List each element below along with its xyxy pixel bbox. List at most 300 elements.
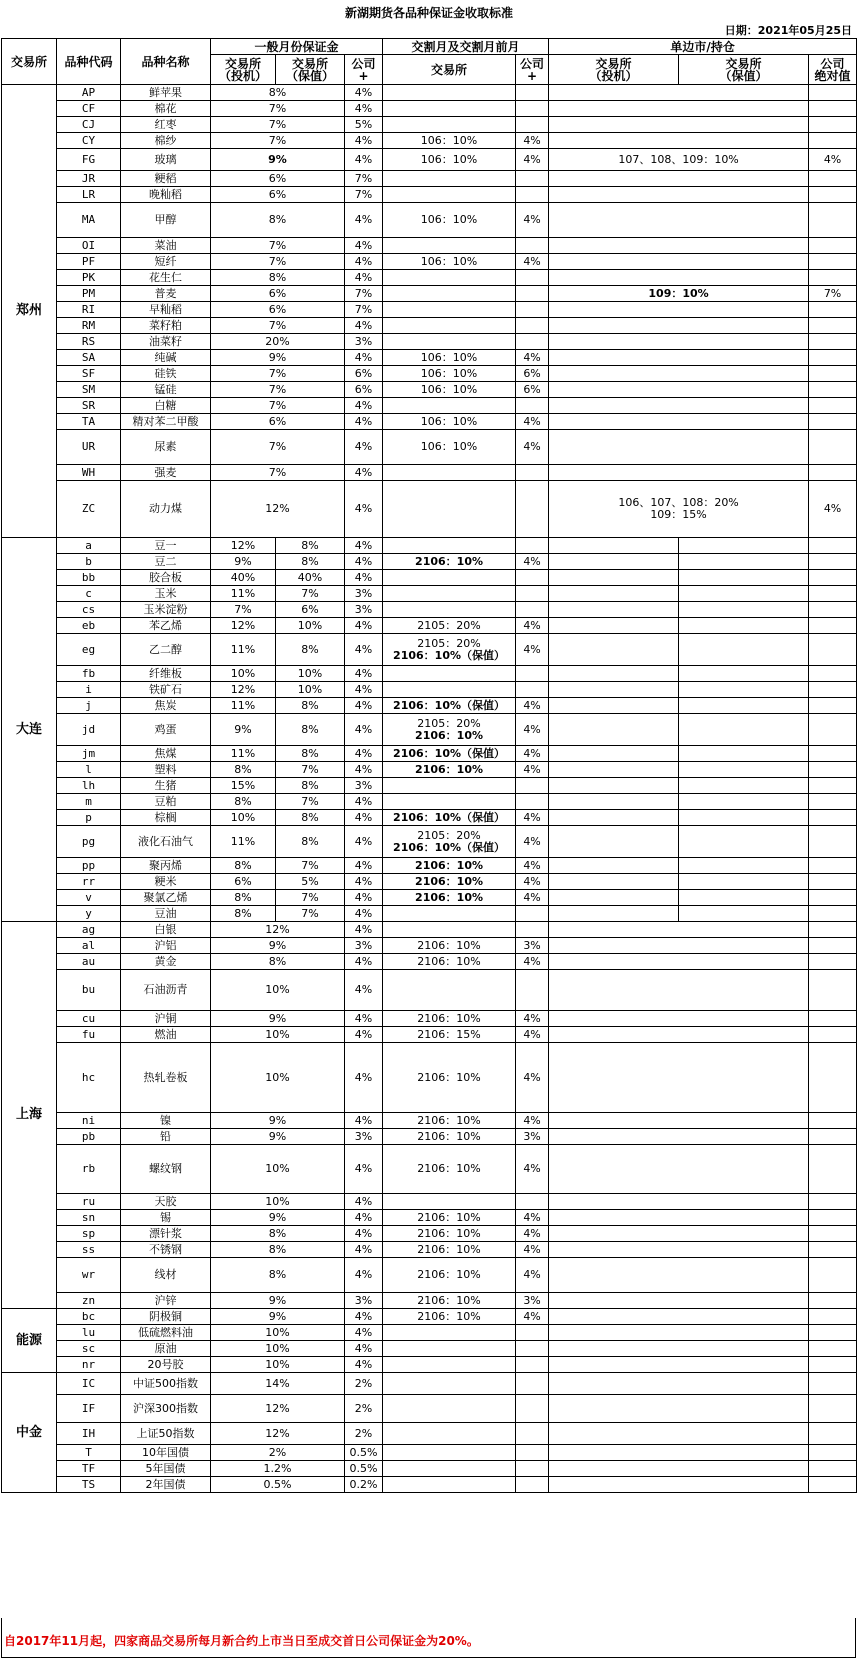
- company-absolute: [809, 238, 857, 254]
- table-row: [2, 1445, 857, 1461]
- company-absolute: [809, 714, 857, 746]
- product-code: FG: [57, 149, 121, 171]
- company-absolute: [809, 954, 857, 970]
- exchange-margin: 9%: [211, 149, 345, 171]
- exchange-hedge-margin: 8%: [276, 554, 345, 570]
- exchange-speculation-margin: 40%: [211, 570, 276, 586]
- company-absolute: [809, 430, 857, 465]
- delivery-line: 2105：20%: [417, 828, 481, 842]
- single-side-hedge: [679, 634, 809, 666]
- cell-line-1: 交易所: [291, 56, 328, 71]
- single-side-speculation: [549, 634, 679, 666]
- company-absolute: [809, 1129, 857, 1145]
- company-plus-margin: 4%: [345, 810, 383, 826]
- company-plus-margin: 7%: [345, 286, 383, 302]
- product-code: pg: [57, 826, 121, 858]
- single-side-exchange: [549, 187, 809, 203]
- cell-line-1: 交易所: [725, 56, 762, 71]
- company-absolute: [809, 318, 857, 334]
- delivery-company-plus: 4%: [516, 954, 549, 970]
- product-name: 强麦: [121, 465, 211, 481]
- product-code: a: [57, 538, 121, 554]
- exchange-margin: 8%: [211, 85, 345, 101]
- company-absolute: [809, 778, 857, 794]
- company-absolute: [809, 382, 857, 398]
- company-plus-margin: 4%: [345, 1210, 383, 1226]
- delivery-company-plus: 4%: [516, 203, 549, 238]
- single-side-exchange: [549, 302, 809, 318]
- exchange-margin: 12%: [211, 481, 345, 538]
- delivery-company-plus: [516, 602, 549, 618]
- company-plus-margin: 4%: [345, 1027, 383, 1043]
- exchange-margin: 6%: [211, 414, 345, 430]
- delivery-exchange-margin: 2106：10%: [383, 554, 516, 570]
- product-name: 2年国债: [121, 1477, 211, 1493]
- product-code: SF: [57, 366, 121, 382]
- delivery-exchange-margin: 2106：10%: [383, 762, 516, 778]
- product-code: lh: [57, 778, 121, 794]
- delivery-company-plus: 4%: [516, 714, 549, 746]
- delivery-company-plus: [516, 1395, 549, 1423]
- single-side-hedge: [679, 778, 809, 794]
- exchange-speculation-margin: 12%: [211, 682, 276, 698]
- exchange-hedge-margin: 8%: [276, 538, 345, 554]
- single-side-exchange: [549, 954, 809, 970]
- single-side-exchange: [549, 382, 809, 398]
- product-name: 聚丙烯: [121, 858, 211, 874]
- company-absolute: [809, 254, 857, 270]
- product-code: pb: [57, 1129, 121, 1145]
- company-absolute: [809, 465, 857, 481]
- table-row: [2, 906, 857, 922]
- exchange-margin: 2%: [211, 1445, 345, 1461]
- exchange-margin: 8%: [211, 954, 345, 970]
- table-row: [2, 1113, 857, 1129]
- company-plus-margin: 4%: [345, 85, 383, 101]
- product-code: l: [57, 762, 121, 778]
- delivery-exchange-margin: 106：10%: [383, 350, 516, 366]
- company-plus-margin: 3%: [345, 1293, 383, 1309]
- company-absolute: [809, 414, 857, 430]
- exchange-hedge-margin: 10%: [276, 682, 345, 698]
- exchange-margin: 7%: [211, 238, 345, 254]
- product-name: 豆油: [121, 906, 211, 922]
- delivery-exchange-margin: [383, 1395, 516, 1423]
- product-name: 漂针浆: [121, 1226, 211, 1242]
- single-side-hedge: [679, 746, 809, 762]
- exchange-margin: 12%: [211, 1423, 345, 1445]
- header-company-plus: [345, 55, 383, 85]
- company-plus-margin: 2%: [345, 1373, 383, 1395]
- table-row: [2, 1258, 857, 1293]
- table-row: [2, 682, 857, 698]
- delivery-exchange-margin: 2106：10%: [383, 1043, 516, 1113]
- company-plus-margin: 4%: [345, 794, 383, 810]
- company-plus-margin: 4%: [345, 1242, 383, 1258]
- single-side-hedge: [679, 714, 809, 746]
- product-code: ni: [57, 1113, 121, 1129]
- exchange-margin: 6%: [211, 302, 345, 318]
- table-row: [2, 133, 857, 149]
- product-code: al: [57, 938, 121, 954]
- exchange-margin: 1.2%: [211, 1461, 345, 1477]
- company-plus-margin: 4%: [345, 570, 383, 586]
- single-side-hedge: [679, 858, 809, 874]
- exchange-speculation-margin: 11%: [211, 826, 276, 858]
- footer-text: 自2017年11月起，四家商品交易所每月新合约上市当日至成交首日公司保证金为20%。: [4, 1634, 479, 1648]
- exchange-margin: 7%: [211, 465, 345, 481]
- single-side-exchange: [549, 938, 809, 954]
- exchange-hedge-margin: 7%: [276, 906, 345, 922]
- product-code: ag: [57, 922, 121, 938]
- company-plus-margin: 4%: [345, 203, 383, 238]
- single-side-exchange: [549, 203, 809, 238]
- product-code: WH: [57, 465, 121, 481]
- company-absolute: [809, 1242, 857, 1258]
- product-code: nr: [57, 1357, 121, 1373]
- delivery-company-plus: 4%: [516, 414, 549, 430]
- company-absolute: [809, 1293, 857, 1309]
- product-code: b: [57, 554, 121, 570]
- product-name: 花生仁: [121, 270, 211, 286]
- exchange-margin: 9%: [211, 350, 345, 366]
- company-absolute: 4%: [809, 481, 857, 538]
- company-plus-margin: 4%: [345, 698, 383, 714]
- product-name: 锡: [121, 1210, 211, 1226]
- product-name: 上证50指数: [121, 1423, 211, 1445]
- company-absolute: [809, 1325, 857, 1341]
- table-row: [2, 1373, 857, 1395]
- company-absolute: [809, 1027, 857, 1043]
- company-absolute: 4%: [809, 149, 857, 171]
- table-row: [2, 85, 857, 101]
- exchange-margin: 9%: [211, 1293, 345, 1309]
- company-absolute: [809, 1341, 857, 1357]
- table-row: [2, 954, 857, 970]
- company-absolute: [809, 602, 857, 618]
- exchange-hedge-margin: 6%: [276, 602, 345, 618]
- single-side-hedge: [679, 570, 809, 586]
- exchange-margin: 6%: [211, 171, 345, 187]
- product-code: PK: [57, 270, 121, 286]
- product-name: 棕榈: [121, 810, 211, 826]
- company-plus-margin: 3%: [345, 1129, 383, 1145]
- company-plus-margin: 3%: [345, 938, 383, 954]
- exchange-margin: 12%: [211, 1395, 345, 1423]
- company-absolute: [809, 618, 857, 634]
- single-side-hedge: [679, 890, 809, 906]
- exchange-hedge-margin: 8%: [276, 698, 345, 714]
- delivery-exchange-margin: [383, 826, 516, 858]
- delivery-company-plus: [516, 117, 549, 133]
- product-name: 粳米: [121, 874, 211, 890]
- product-code: IF: [57, 1395, 121, 1423]
- company-plus-margin: 3%: [345, 778, 383, 794]
- single-side-hedge: [679, 538, 809, 554]
- delivery-company-plus: [516, 238, 549, 254]
- delivery-company-plus: 4%: [516, 1210, 549, 1226]
- single-side-exchange: [549, 85, 809, 101]
- exchange-hedge-margin: 8%: [276, 826, 345, 858]
- company-absolute: [809, 1011, 857, 1027]
- delivery-company-plus: [516, 906, 549, 922]
- table-row: [2, 465, 857, 481]
- header-single-hedge: [679, 55, 809, 85]
- exchange-margin: 8%: [211, 1242, 345, 1258]
- company-absolute: [809, 366, 857, 382]
- header-company-absolute: [809, 55, 857, 85]
- delivery-exchange-margin: 2106：10%: [383, 1145, 516, 1194]
- report-date: 日期：2021年05月25日: [724, 24, 852, 37]
- company-plus-margin: 2%: [345, 1395, 383, 1423]
- delivery-company-plus: 4%: [516, 149, 549, 171]
- table-row: [2, 117, 857, 133]
- product-code: jm: [57, 746, 121, 762]
- product-name: 镍: [121, 1113, 211, 1129]
- product-code: zn: [57, 1293, 121, 1309]
- product-code: p: [57, 810, 121, 826]
- exchange-label: 郑州: [2, 85, 57, 538]
- table-row: [2, 570, 857, 586]
- exchange-hedge-margin: 7%: [276, 586, 345, 602]
- delivery-exchange-margin: 2106：10%: [383, 874, 516, 890]
- delivery-exchange-margin: [383, 666, 516, 682]
- exchange-speculation-margin: 11%: [211, 586, 276, 602]
- delivery-exchange-margin: [383, 117, 516, 133]
- product-code: JR: [57, 171, 121, 187]
- delivery-company-plus: 3%: [516, 1293, 549, 1309]
- company-absolute: [809, 922, 857, 938]
- company-absolute: [809, 1395, 857, 1423]
- single-side-exchange: [549, 270, 809, 286]
- delivery-exchange-margin: [383, 1357, 516, 1373]
- single-side-exchange: [549, 133, 809, 149]
- margin-table: [1, 38, 857, 1493]
- table-row: [2, 554, 857, 570]
- product-code: bu: [57, 970, 121, 1011]
- product-code: fu: [57, 1027, 121, 1043]
- company-plus-margin: 4%: [345, 858, 383, 874]
- product-name: 纤维板: [121, 666, 211, 682]
- table-row: [2, 874, 857, 890]
- delivery-company-plus: [516, 334, 549, 350]
- delivery-company-plus: [516, 1357, 549, 1373]
- company-absolute: [809, 634, 857, 666]
- company-absolute: [809, 1210, 857, 1226]
- single-side-exchange: [549, 1194, 809, 1210]
- delivery-company-plus: 4%: [516, 618, 549, 634]
- exchange-margin: 10%: [211, 970, 345, 1011]
- product-code: pp: [57, 858, 121, 874]
- delivery-exchange-margin: 2106：10%: [383, 1226, 516, 1242]
- product-code: IH: [57, 1423, 121, 1445]
- product-code: cu: [57, 1011, 121, 1027]
- company-absolute: [809, 794, 857, 810]
- single-side-hedge: [679, 762, 809, 778]
- table-row: [2, 238, 857, 254]
- product-name: 铅: [121, 1129, 211, 1145]
- sheet-title: 新湖期货各品种保证金收取标准: [344, 6, 513, 20]
- table-row: [2, 1357, 857, 1373]
- delivery-exchange-margin: [383, 481, 516, 538]
- single-side-hedge: [679, 666, 809, 682]
- table-row: [2, 1226, 857, 1242]
- delivery-company-plus: 4%: [516, 554, 549, 570]
- single-side-speculation: [549, 762, 679, 778]
- product-name: 黄金: [121, 954, 211, 970]
- exchange-label: 上海: [2, 922, 57, 1309]
- company-plus-margin: 4%: [345, 318, 383, 334]
- header-single-side: 单边市/持仓: [549, 39, 857, 55]
- product-code: SM: [57, 382, 121, 398]
- company-plus-margin: 4%: [345, 554, 383, 570]
- product-code: j: [57, 698, 121, 714]
- company-plus-margin: 7%: [345, 187, 383, 203]
- product-code: rr: [57, 874, 121, 890]
- exchange-speculation-margin: 8%: [211, 906, 276, 922]
- product-code: SA: [57, 350, 121, 366]
- exchange-margin: 10%: [211, 1341, 345, 1357]
- company-plus-margin: 4%: [345, 922, 383, 938]
- table-row: [2, 187, 857, 203]
- company-plus-margin: 4%: [345, 762, 383, 778]
- table-row: [2, 286, 857, 302]
- single-side-speculation: [549, 906, 679, 922]
- delivery-exchange-margin: [383, 1445, 516, 1461]
- exchange-label: 大连: [2, 538, 57, 922]
- delivery-exchange-margin: [383, 1341, 516, 1357]
- cell-line-2: （保值）: [719, 68, 768, 83]
- table-row: [2, 1341, 857, 1357]
- single-side-exchange: [549, 465, 809, 481]
- product-code: CJ: [57, 117, 121, 133]
- delivery-exchange-margin: [383, 85, 516, 101]
- company-plus-margin: 4%: [345, 714, 383, 746]
- company-absolute: [809, 890, 857, 906]
- table-row: [2, 586, 857, 602]
- product-code: sc: [57, 1341, 121, 1357]
- company-absolute: [809, 586, 857, 602]
- product-name: 沪深300指数: [121, 1395, 211, 1423]
- delivery-exchange-margin: 106：10%: [383, 430, 516, 465]
- exchange-margin: 6%: [211, 187, 345, 203]
- company-absolute: [809, 1357, 857, 1373]
- table-row: [2, 1027, 857, 1043]
- product-name: 晚籼稻: [121, 187, 211, 203]
- delivery-company-plus: 4%: [516, 874, 549, 890]
- single-side-speculation: [549, 586, 679, 602]
- delivery-company-plus: [516, 1445, 549, 1461]
- exchange-margin: 12%: [211, 922, 345, 938]
- delivery-company-plus: [516, 1477, 549, 1493]
- exchange-speculation-margin: 12%: [211, 618, 276, 634]
- delivery-exchange-margin: [383, 238, 516, 254]
- table-row: [2, 171, 857, 187]
- exchange-hedge-margin: 8%: [276, 810, 345, 826]
- product-code: RS: [57, 334, 121, 350]
- company-plus-margin: 0.5%: [345, 1461, 383, 1477]
- single-side-hedge: [679, 602, 809, 618]
- company-absolute: [809, 1309, 857, 1325]
- company-plus-margin: 4%: [345, 1325, 383, 1341]
- company-plus-margin: 4%: [345, 890, 383, 906]
- table-row: [2, 414, 857, 430]
- product-code: v: [57, 890, 121, 906]
- product-name: 沪铝: [121, 938, 211, 954]
- delivery-company-plus: 4%: [516, 1258, 549, 1293]
- exchange-margin: 9%: [211, 1011, 345, 1027]
- exchange-margin: 9%: [211, 1113, 345, 1129]
- company-plus-margin: 2%: [345, 1423, 383, 1445]
- exchange-margin: 7%: [211, 318, 345, 334]
- product-name: 10年国债: [121, 1445, 211, 1461]
- exchange-margin: 20%: [211, 334, 345, 350]
- single-side-exchange: [549, 101, 809, 117]
- single-side-exchange: [549, 1373, 809, 1395]
- header-delivery-exchange: 交易所: [383, 55, 516, 85]
- exchange-hedge-margin: 7%: [276, 890, 345, 906]
- header-exchange-speculation: [211, 55, 276, 85]
- table-row: [2, 746, 857, 762]
- single-side-line: 106、107、108：20%: [618, 496, 739, 509]
- product-name: 白糖: [121, 398, 211, 414]
- product-name: 鸡蛋: [121, 714, 211, 746]
- product-name: 甲醇: [121, 203, 211, 238]
- product-name: 油菜籽: [121, 334, 211, 350]
- product-name: 豆粕: [121, 794, 211, 810]
- single-side-speculation: [549, 858, 679, 874]
- delivery-company-plus: 4%: [516, 1043, 549, 1113]
- product-code: c: [57, 586, 121, 602]
- delivery-exchange-margin: 106：10%: [383, 382, 516, 398]
- delivery-exchange-margin: 2106：10%: [383, 1258, 516, 1293]
- company-absolute: [809, 101, 857, 117]
- table-row: [2, 1477, 857, 1493]
- single-side-exchange: [549, 238, 809, 254]
- product-code: au: [57, 954, 121, 970]
- company-absolute: [809, 938, 857, 954]
- company-plus-margin: 4%: [345, 398, 383, 414]
- delivery-exchange-margin: [383, 465, 516, 481]
- product-name: 中证500指数: [121, 1373, 211, 1395]
- table-row: [2, 810, 857, 826]
- company-plus-margin: 4%: [345, 350, 383, 366]
- table-row: [2, 382, 857, 398]
- delivery-company-plus: 4%: [516, 1226, 549, 1242]
- product-name: 塑料: [121, 762, 211, 778]
- company-plus-margin: 4%: [345, 1341, 383, 1357]
- delivery-exchange-margin: 2105：20%: [383, 618, 516, 634]
- table-row: [2, 890, 857, 906]
- delivery-company-plus: [516, 398, 549, 414]
- company-absolute: [809, 203, 857, 238]
- table-row: [2, 1293, 857, 1309]
- cell-line-2: （投机）: [589, 68, 638, 83]
- company-absolute: [809, 1445, 857, 1461]
- table-row: [2, 1043, 857, 1113]
- single-side-exchange: [549, 1226, 809, 1242]
- exchange-margin: 10%: [211, 1043, 345, 1113]
- product-code: CF: [57, 101, 121, 117]
- table-row: [2, 302, 857, 318]
- exchange-speculation-margin: 11%: [211, 746, 276, 762]
- exchange-margin: 9%: [211, 938, 345, 954]
- table-row: [2, 666, 857, 682]
- delivery-company-plus: 4%: [516, 1027, 549, 1043]
- delivery-company-plus: [516, 970, 549, 1011]
- company-plus-margin: 4%: [345, 270, 383, 286]
- delivery-exchange-margin: 2106：10%: [383, 954, 516, 970]
